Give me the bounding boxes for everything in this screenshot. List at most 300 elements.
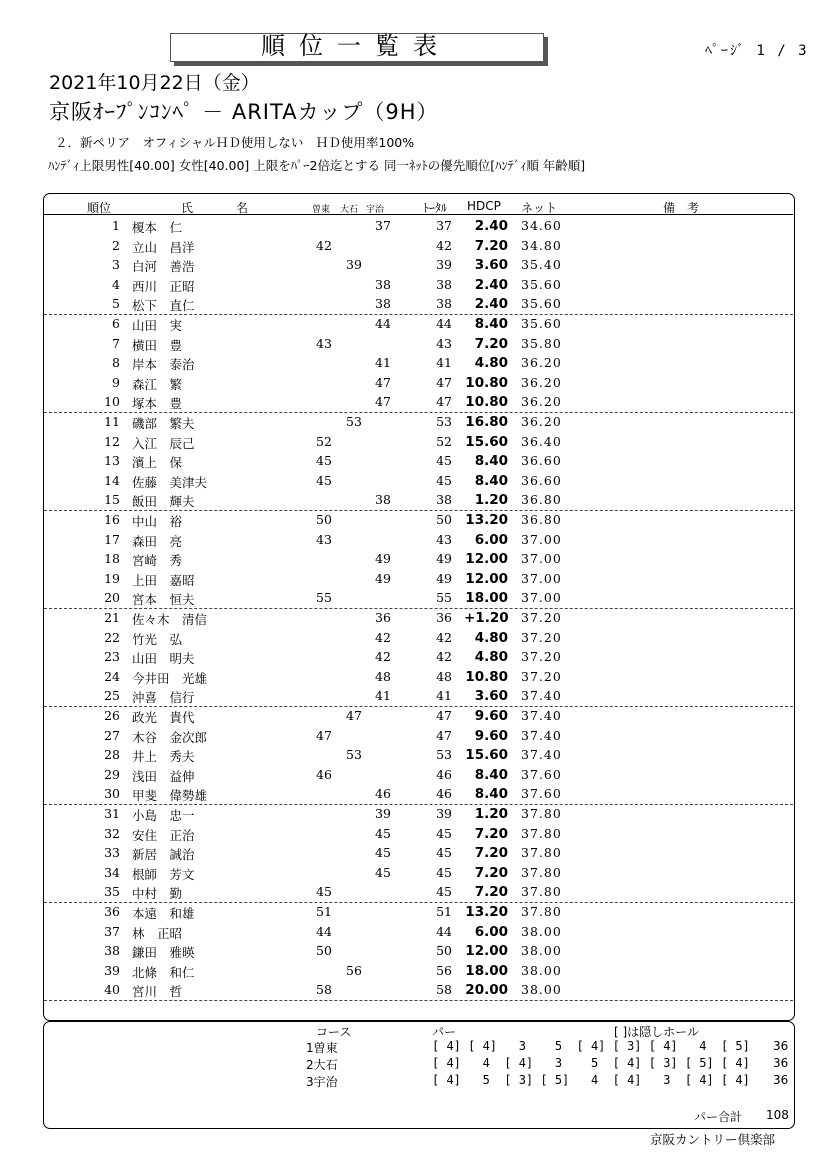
score-total: 36 bbox=[436, 610, 452, 625]
rank: 6 bbox=[112, 316, 120, 331]
net-score: 36.20 bbox=[521, 355, 562, 371]
player-name: 新居 誠治 bbox=[132, 847, 195, 863]
net-score: 37.80 bbox=[521, 904, 562, 919]
hdcp: 6.00 bbox=[474, 531, 508, 548]
rank: 33 bbox=[104, 845, 120, 861]
score-course2: 53 bbox=[346, 414, 362, 429]
score-total: 39 bbox=[436, 806, 452, 821]
net-score: 36.20 bbox=[521, 414, 562, 429]
course-par-total: 36 bbox=[773, 1056, 789, 1070]
net-score: 37.20 bbox=[521, 629, 562, 645]
col-course1: 曽東 bbox=[312, 205, 331, 215]
score-course2: 47 bbox=[346, 708, 362, 723]
score-course1: 43 bbox=[316, 335, 332, 351]
course-par-total: 36 bbox=[773, 1039, 789, 1053]
rank: 12 bbox=[104, 433, 120, 449]
score-total: 42 bbox=[436, 237, 452, 253]
course-name: 1曽東 bbox=[306, 1041, 338, 1055]
col-total: ﾄｰﾀﾙ bbox=[423, 201, 448, 215]
score-course3: 46 bbox=[375, 786, 391, 802]
table-row bbox=[44, 471, 793, 491]
net-score: 37.80 bbox=[521, 825, 562, 841]
player-name: 佐々木 清信 bbox=[132, 612, 208, 627]
net-score: 37.40 bbox=[521, 708, 562, 723]
score-total: 43 bbox=[436, 335, 452, 351]
score-total: 44 bbox=[436, 316, 452, 331]
hdcp: 9.60 bbox=[474, 708, 508, 724]
rank: 40 bbox=[104, 982, 120, 998]
score-course1: 44 bbox=[316, 923, 332, 939]
table-row bbox=[44, 451, 793, 471]
table-row bbox=[44, 980, 793, 1001]
course-holes: [ 4] [ 4] 3 5 [ 4] [ 3] [ 4] 4 [ 5] bbox=[432, 1039, 750, 1053]
table-row bbox=[44, 706, 793, 726]
table-row bbox=[44, 726, 793, 746]
score-total: 53 bbox=[436, 747, 452, 763]
hdcp: 7.20 bbox=[474, 864, 508, 881]
player-name: 横田 豊 bbox=[132, 337, 183, 353]
hdcp: 7.20 bbox=[474, 237, 508, 254]
score-total: 47 bbox=[436, 708, 452, 723]
player-name: 北條 和仁 bbox=[132, 964, 195, 980]
table-row bbox=[44, 549, 793, 569]
table-row bbox=[44, 373, 793, 393]
hdcp: 4.80 bbox=[474, 649, 508, 666]
col-rank: 順位 bbox=[87, 201, 112, 215]
hdcp: 8.40 bbox=[474, 766, 508, 783]
rank: 10 bbox=[104, 394, 120, 410]
score-course3: 42 bbox=[375, 649, 391, 665]
hdcp: 16.80 bbox=[465, 414, 508, 430]
table-row bbox=[44, 334, 793, 354]
hdcp: 10.80 bbox=[465, 668, 508, 685]
score-course1: 43 bbox=[316, 531, 332, 547]
col-hdcp: HDCP bbox=[467, 199, 501, 213]
score-total: 55 bbox=[436, 590, 452, 606]
score-total: 38 bbox=[436, 276, 452, 292]
table-row bbox=[44, 941, 793, 961]
player-name: 本遠 和雄 bbox=[132, 906, 195, 921]
rank: 29 bbox=[104, 766, 120, 782]
score-total: 42 bbox=[436, 629, 452, 645]
score-course3: 49 bbox=[375, 570, 391, 586]
net-score: 36.60 bbox=[521, 453, 562, 469]
table-row bbox=[44, 765, 793, 785]
score-total: 49 bbox=[436, 570, 452, 586]
score-total: 44 bbox=[436, 923, 452, 939]
score-total: 38 bbox=[436, 492, 452, 508]
score-total: 37 bbox=[436, 218, 452, 233]
table-row bbox=[44, 647, 793, 667]
player-name: 山田 実 bbox=[132, 318, 183, 333]
score-course1: 55 bbox=[316, 590, 332, 606]
score-course1: 45 bbox=[316, 884, 332, 900]
table-row bbox=[44, 608, 793, 628]
table-row bbox=[44, 686, 793, 707]
header-divider bbox=[44, 214, 793, 215]
rank: 39 bbox=[104, 962, 120, 978]
net-score: 36.80 bbox=[521, 512, 562, 527]
club-name: 京阪カントリー倶楽部 bbox=[650, 1132, 776, 1147]
rank: 1 bbox=[112, 218, 120, 233]
player-name: 岸本 泰治 bbox=[132, 357, 195, 373]
player-name: 濱上 保 bbox=[132, 455, 183, 471]
player-name: 小島 忠一 bbox=[132, 808, 195, 823]
hdcp: 12.00 bbox=[465, 943, 508, 960]
net-score: 34.60 bbox=[521, 218, 562, 233]
rank: 28 bbox=[104, 747, 120, 763]
table-row bbox=[44, 236, 793, 256]
score-course2: 56 bbox=[346, 962, 362, 978]
hdcp: 8.40 bbox=[474, 786, 508, 803]
rank: 14 bbox=[104, 472, 120, 488]
table-row bbox=[44, 902, 793, 922]
score-course1: 45 bbox=[316, 472, 332, 488]
score-course3: 48 bbox=[375, 668, 391, 684]
hdcp: 7.20 bbox=[474, 335, 508, 352]
course-info-panel bbox=[43, 1021, 795, 1129]
table-row bbox=[44, 255, 793, 275]
net-score: 37.00 bbox=[521, 551, 562, 567]
rank: 18 bbox=[104, 551, 120, 567]
net-score: 36.20 bbox=[521, 394, 562, 410]
net-score: 37.00 bbox=[521, 531, 562, 547]
score-course3: 39 bbox=[375, 806, 391, 821]
hdcp: 7.20 bbox=[474, 825, 508, 842]
hdcp: 2.40 bbox=[474, 218, 508, 234]
rank: 5 bbox=[112, 296, 120, 312]
table-row bbox=[44, 314, 793, 334]
rank: 32 bbox=[104, 825, 120, 841]
score-total: 47 bbox=[436, 394, 452, 410]
score-course3: 49 bbox=[375, 551, 391, 567]
event-date: 2021年10月22日（金） bbox=[49, 72, 260, 94]
rank: 37 bbox=[104, 923, 120, 939]
score-course1: 47 bbox=[316, 727, 332, 743]
score-total: 45 bbox=[436, 472, 452, 488]
player-name: 井上 秀夫 bbox=[132, 749, 195, 765]
score-total: 48 bbox=[436, 668, 452, 684]
score-total: 41 bbox=[436, 688, 452, 704]
score-course3: 41 bbox=[375, 355, 391, 371]
hdcp: 12.00 bbox=[465, 570, 508, 587]
hdcp: 15.60 bbox=[465, 433, 508, 450]
hdcp: 18.00 bbox=[465, 590, 508, 607]
player-name: 根師 芳文 bbox=[132, 866, 195, 882]
rank: 26 bbox=[104, 708, 120, 723]
score-total: 41 bbox=[436, 355, 452, 371]
hdcp: 7.20 bbox=[474, 884, 508, 901]
rank: 38 bbox=[104, 943, 120, 959]
score-course3: 47 bbox=[375, 394, 391, 410]
player-name: 安住 正治 bbox=[132, 827, 195, 843]
table-row bbox=[44, 804, 793, 824]
player-name: 宮川 哲 bbox=[132, 984, 183, 1000]
par-label: パー bbox=[432, 1025, 457, 1039]
score-course2: 53 bbox=[346, 747, 362, 763]
handicap-conditions: ﾊﾝﾃﾞｨ上限男性[40.00] 女性[40.00] 上限をﾊﾟｰ2倍迄とする 同一ﾈｯﾄの優先順位[ﾊﾝﾃﾞｨ順 年齢順] bbox=[48, 158, 586, 173]
net-score: 35.60 bbox=[521, 316, 562, 331]
table-row bbox=[44, 490, 793, 511]
rank: 16 bbox=[104, 512, 120, 527]
score-course3: 37 bbox=[375, 218, 391, 233]
score-total: 52 bbox=[436, 433, 452, 449]
hdcp: 4.80 bbox=[474, 355, 508, 372]
rank: 27 bbox=[104, 727, 120, 743]
hdcp: 8.40 bbox=[474, 316, 508, 332]
table-row bbox=[44, 530, 793, 550]
table-row bbox=[44, 569, 793, 589]
table-row bbox=[44, 628, 793, 648]
course-holes: [ 4] 4 [ 4] 3 5 [ 4] [ 3] [ 5] [ 4] bbox=[432, 1056, 750, 1070]
score-total: 46 bbox=[436, 766, 452, 782]
net-score: 36.60 bbox=[521, 472, 562, 488]
score-course1: 58 bbox=[316, 982, 332, 998]
rank: 4 bbox=[112, 276, 120, 292]
net-score: 35.60 bbox=[521, 276, 562, 292]
net-score: 37.80 bbox=[521, 864, 562, 880]
table-row bbox=[44, 922, 793, 942]
hdcp: 3.60 bbox=[474, 257, 508, 274]
score-course2: 39 bbox=[346, 257, 362, 273]
player-name: 今井田 光雄 bbox=[132, 670, 208, 686]
player-name: 榎本 仁 bbox=[132, 220, 183, 235]
score-course3: 38 bbox=[375, 296, 391, 312]
player-name: 松下 直仁 bbox=[132, 298, 195, 314]
player-name: 佐藤 美津夫 bbox=[132, 474, 208, 490]
net-score: 37.80 bbox=[521, 845, 562, 861]
net-score: 37.20 bbox=[521, 649, 562, 665]
score-course1: 45 bbox=[316, 453, 332, 469]
score-total: 39 bbox=[436, 257, 452, 273]
rank: 17 bbox=[104, 531, 120, 547]
score-course1: 51 bbox=[316, 904, 332, 919]
rank: 19 bbox=[104, 570, 120, 586]
score-total: 45 bbox=[436, 453, 452, 469]
rank: 13 bbox=[104, 453, 120, 469]
score-course1: 52 bbox=[316, 433, 332, 449]
score-total: 49 bbox=[436, 551, 452, 567]
net-score: 37.80 bbox=[521, 806, 562, 821]
score-total: 42 bbox=[436, 649, 452, 665]
score-total: 51 bbox=[436, 904, 452, 919]
rank: 20 bbox=[104, 590, 120, 606]
score-course3: 45 bbox=[375, 845, 391, 861]
player-name: 磯部 繁夫 bbox=[132, 416, 195, 431]
hidden-hole-note: [ ]は隠しホール bbox=[614, 1025, 699, 1039]
player-name: 沖喜 信行 bbox=[132, 690, 195, 706]
player-name: 森田 亮 bbox=[132, 533, 183, 549]
table-row bbox=[44, 392, 793, 413]
player-name: 木谷 金次郎 bbox=[132, 729, 208, 745]
score-course1: 46 bbox=[316, 766, 332, 782]
page-title: 順位一覧表 bbox=[261, 32, 451, 60]
score-total: 53 bbox=[436, 414, 452, 429]
net-score: 38.00 bbox=[521, 962, 562, 978]
table-row bbox=[44, 667, 793, 687]
player-name: 塚本 豊 bbox=[132, 396, 183, 412]
rank: 30 bbox=[104, 786, 120, 802]
score-total: 58 bbox=[436, 982, 452, 998]
player-name: 上田 嘉昭 bbox=[132, 572, 195, 588]
net-score: 38.00 bbox=[521, 982, 562, 998]
score-course3: 38 bbox=[375, 492, 391, 508]
course-holes: [ 4] 5 [ 3] [ 5] 4 [ 4] 3 [ 4] [ 4] bbox=[432, 1073, 750, 1087]
player-name: 立山 昌洋 bbox=[132, 239, 195, 255]
rank: 2 bbox=[112, 237, 120, 253]
table-row bbox=[44, 745, 793, 765]
course-label: コース bbox=[316, 1025, 352, 1039]
net-score: 37.80 bbox=[521, 884, 562, 900]
net-score: 36.40 bbox=[521, 433, 562, 449]
net-score: 37.40 bbox=[521, 688, 562, 704]
score-total: 45 bbox=[436, 884, 452, 900]
player-name: 竹光 弘 bbox=[132, 631, 183, 647]
net-score: 37.40 bbox=[521, 747, 562, 763]
score-course3: 44 bbox=[375, 316, 391, 331]
scoring-conditions: ２．新ペリア オフィシャルＨＤ使用しない ＨＤ使用率100% bbox=[55, 135, 415, 150]
player-name: 浅田 益伸 bbox=[132, 768, 195, 784]
hdcp: 1.20 bbox=[474, 492, 508, 509]
table-row bbox=[44, 824, 793, 844]
score-course3: 47 bbox=[375, 374, 391, 390]
net-score: 37.20 bbox=[521, 668, 562, 684]
hdcp: 13.20 bbox=[465, 904, 508, 920]
course-name: 2大石 bbox=[306, 1058, 338, 1072]
table-row bbox=[44, 784, 793, 805]
hdcp: 20.00 bbox=[465, 982, 508, 999]
net-score: 37.00 bbox=[521, 590, 562, 606]
col-net: ネット bbox=[521, 201, 558, 215]
table-row bbox=[44, 294, 793, 315]
net-score: 37.20 bbox=[521, 610, 562, 625]
score-course3: 45 bbox=[375, 825, 391, 841]
rank: 9 bbox=[112, 374, 120, 390]
hdcp: 8.40 bbox=[474, 453, 508, 470]
score-course1: 42 bbox=[316, 237, 332, 253]
hdcp: 7.20 bbox=[474, 845, 508, 862]
hdcp: 8.40 bbox=[474, 472, 508, 489]
net-score: 38.00 bbox=[521, 943, 562, 959]
net-score: 36.80 bbox=[521, 492, 562, 508]
rank: 36 bbox=[104, 904, 120, 919]
player-name: 中山 裕 bbox=[132, 514, 183, 529]
table-row bbox=[44, 412, 793, 432]
player-name: 白河 善浩 bbox=[132, 259, 195, 275]
score-course3: 41 bbox=[375, 688, 391, 704]
net-score: 38.00 bbox=[521, 923, 562, 939]
rank: 15 bbox=[104, 492, 120, 508]
table-row bbox=[44, 882, 793, 903]
player-name: 甲斐 偉勢雄 bbox=[132, 788, 208, 804]
hdcp: 6.00 bbox=[474, 923, 508, 940]
net-score: 34.80 bbox=[521, 237, 562, 253]
player-name: 入江 辰己 bbox=[132, 435, 195, 451]
player-name: 山田 明夫 bbox=[132, 651, 195, 667]
rank: 7 bbox=[112, 335, 120, 351]
table-row bbox=[44, 843, 793, 863]
table-row bbox=[44, 863, 793, 883]
hdcp: 15.60 bbox=[465, 747, 508, 764]
score-total: 45 bbox=[436, 845, 452, 861]
player-name: 飯田 輝夫 bbox=[132, 494, 195, 510]
score-total: 46 bbox=[436, 786, 452, 802]
hdcp: 4.80 bbox=[474, 629, 508, 646]
player-name: 中村 勤 bbox=[132, 886, 183, 902]
player-name: 宮崎 秀 bbox=[132, 553, 183, 569]
net-score: 35.60 bbox=[521, 296, 562, 312]
col-name-sei: 氏 bbox=[181, 201, 194, 215]
hdcp: 18.00 bbox=[465, 962, 508, 979]
score-total: 43 bbox=[436, 531, 452, 547]
score-total: 45 bbox=[436, 864, 452, 880]
col-remarks: 備 考 bbox=[663, 201, 700, 215]
hdcp: 2.40 bbox=[474, 276, 508, 293]
course-name: 3宇治 bbox=[306, 1075, 338, 1089]
col-name-mei: 名 bbox=[236, 201, 249, 215]
score-course3: 36 bbox=[375, 610, 391, 625]
score-total: 50 bbox=[436, 512, 452, 527]
table-row bbox=[44, 432, 793, 452]
player-name: 宮本 恒夫 bbox=[132, 592, 195, 608]
score-total: 50 bbox=[436, 943, 452, 959]
col-course2: 大石 bbox=[340, 205, 359, 215]
rank: 31 bbox=[104, 806, 120, 821]
score-total: 47 bbox=[436, 727, 452, 743]
net-score: 37.40 bbox=[521, 727, 562, 743]
rank: 3 bbox=[112, 257, 120, 273]
net-score: 35.40 bbox=[521, 257, 562, 273]
hdcp: 10.80 bbox=[465, 394, 508, 411]
table-row bbox=[44, 510, 793, 530]
net-score: 37.60 bbox=[521, 766, 562, 782]
course-par-total: 36 bbox=[773, 1073, 789, 1087]
page-number: ﾍﾟｰｼﾞ 1 / 3 bbox=[705, 43, 809, 59]
hdcp: 2.40 bbox=[474, 296, 508, 313]
hdcp: 9.60 bbox=[474, 727, 508, 744]
hdcp: +1.20 bbox=[464, 610, 509, 626]
player-name: 政光 貴代 bbox=[132, 710, 195, 725]
score-total: 56 bbox=[436, 962, 452, 978]
rank: 35 bbox=[104, 884, 120, 900]
player-name: 鎌田 雅暎 bbox=[132, 945, 195, 961]
table-header bbox=[43, 199, 793, 215]
score-total: 47 bbox=[436, 374, 452, 390]
rank: 23 bbox=[104, 649, 120, 665]
rank: 34 bbox=[104, 864, 120, 880]
hdcp: 1.20 bbox=[474, 806, 508, 822]
hdcp: 13.20 bbox=[465, 512, 508, 528]
table-row bbox=[44, 588, 793, 609]
rank: 22 bbox=[104, 629, 120, 645]
score-course1: 50 bbox=[316, 512, 332, 527]
net-score: 36.20 bbox=[521, 374, 562, 390]
net-score: 35.80 bbox=[521, 335, 562, 351]
player-name: 林 正昭 bbox=[132, 925, 183, 941]
score-total: 38 bbox=[436, 296, 452, 312]
player-name: 森江 繁 bbox=[132, 376, 183, 392]
net-score: 37.60 bbox=[521, 786, 562, 802]
rank: 21 bbox=[104, 610, 120, 625]
net-score: 37.00 bbox=[521, 570, 562, 586]
table-row bbox=[44, 961, 793, 981]
par-total-value: 108 bbox=[766, 1108, 789, 1122]
par-total-label: パー合計 bbox=[694, 1110, 743, 1124]
score-course1: 50 bbox=[316, 943, 332, 959]
table-row bbox=[44, 216, 793, 236]
score-course3: 38 bbox=[375, 276, 391, 292]
table-row bbox=[44, 353, 793, 373]
